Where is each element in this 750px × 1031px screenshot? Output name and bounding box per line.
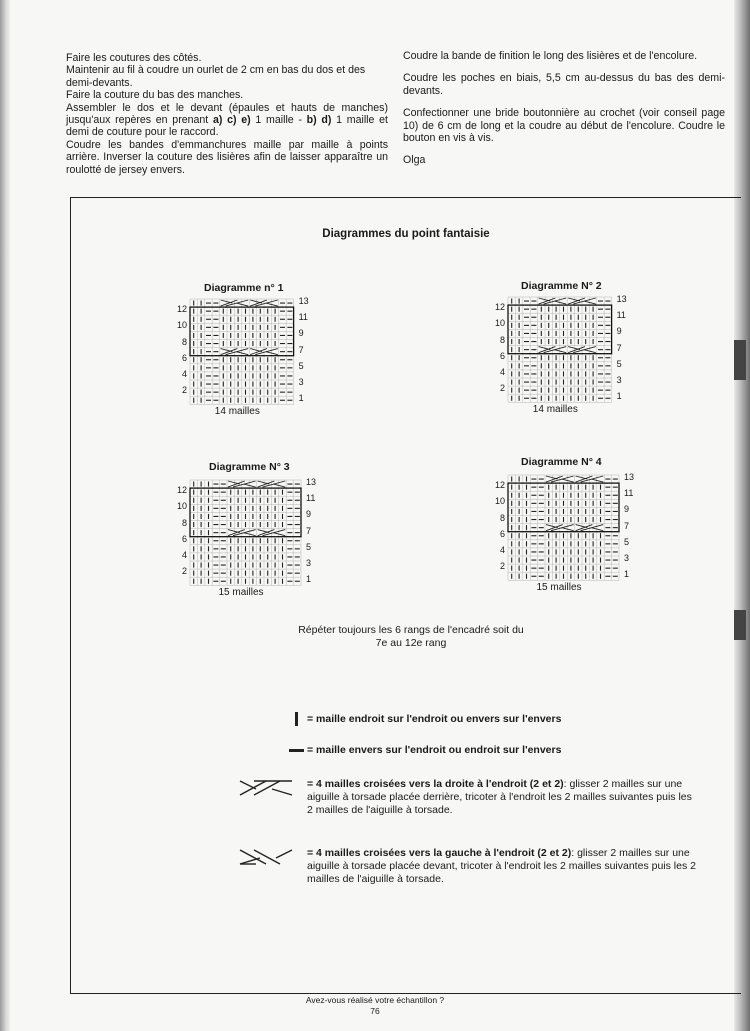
row-label: 5 (624, 536, 630, 547)
row-label: 13 (616, 294, 627, 304)
diagram-4-grid (507, 474, 620, 581)
section-title: Diagrammes du point fantaisie (322, 228, 490, 240)
diagram-frame (70, 197, 741, 994)
row-label: 1 (624, 569, 630, 580)
row-label: 8 (181, 517, 187, 528)
diagram-2-title: Diagramme N° 2 (521, 280, 602, 292)
row-label: 4 (499, 544, 505, 555)
footer-question: Avez-vous réalisé votre échantillon ? (305, 995, 445, 1005)
row-label: 1 (298, 393, 304, 404)
cross-left-icon (236, 846, 298, 868)
row-label: 6 (499, 528, 505, 539)
row-label: 4 (499, 366, 505, 377)
row-label: 4 (181, 368, 187, 379)
page-number: 76 (370, 1006, 380, 1016)
row-label: 8 (499, 512, 505, 523)
diagram-2-grid (507, 296, 613, 403)
row-label: 4 (181, 549, 187, 560)
paragraph: Maintenir au fil à coudre un ourlet de 2 cm en bas du dos et des demi-devants. (66, 64, 366, 89)
legend-knit: = maille endroit sur l'endroit ou envers sur l'envers (307, 713, 562, 725)
row-label: 10 (494, 318, 505, 329)
row-label: 2 (499, 383, 505, 394)
row-label: 6 (181, 533, 187, 544)
row-label: 8 (499, 334, 505, 345)
row-label: 3 (298, 377, 304, 387)
row-label: 5 (298, 360, 304, 371)
row-label: 9 (616, 326, 622, 337)
diagram-1-stitch-count: 14 mailles (214, 406, 260, 418)
diagram-4-stitch-count: 15 mailles (536, 582, 582, 594)
left-text-column (66, 52, 388, 176)
row-label: 12 (176, 304, 187, 315)
paragraph: Coudre la bande de finition le long des lisières et de l'encolure. (403, 50, 698, 62)
row-label: 2 (499, 561, 505, 572)
row-label: 1 (616, 391, 622, 402)
row-label: 11 (306, 493, 316, 504)
row-label: 13 (624, 472, 635, 482)
diagram-1-grid (189, 298, 295, 405)
row-label: 12 (494, 480, 505, 491)
paragraph: Coudre les poches en biais, 5,5 cm au-dessus du bas des demi-devants. (403, 72, 725, 97)
signature: Olga (403, 154, 426, 167)
row-label: 11 (616, 310, 626, 321)
legend-cross-right: = 4 mailles croisées vers la droite à l'endroit (2 et 2): glisser 2 mailles sur une aiguille à torsade placée derrière, tricoter à l'endroit les 2 mailles suivantes puis les 2 mailles de l'aiguille à torsade. (307, 778, 692, 816)
row-label: 10 (176, 320, 187, 331)
cross-right-icon (236, 777, 298, 799)
diagram-3-grid (189, 479, 302, 586)
diagram-3-stitch-count: 15 mailles (218, 587, 264, 599)
row-label: 5 (616, 358, 622, 369)
row-label: 13 (306, 477, 317, 487)
row-label: 9 (306, 509, 312, 520)
row-label: 7 (624, 520, 630, 531)
knit-stitch-icon (293, 711, 301, 727)
row-label: 12 (176, 485, 187, 496)
row-label: 7 (306, 525, 312, 536)
row-label: 7 (298, 344, 304, 355)
row-label: 10 (176, 501, 187, 512)
row-label: 3 (624, 553, 630, 563)
diagram-2-stitch-count: 14 mailles (532, 404, 578, 416)
row-label: 11 (298, 312, 308, 323)
right-text-column (403, 50, 725, 167)
row-label: 6 (181, 352, 187, 363)
row-label: 2 (181, 566, 187, 577)
row-label: 3 (306, 558, 312, 568)
row-label: 9 (298, 328, 304, 339)
row-label: 13 (298, 296, 309, 306)
row-label: 6 (499, 350, 505, 361)
row-label: 1 (306, 574, 312, 585)
diagram-4-title: Diagramme N° 4 (521, 456, 602, 468)
diagram-1-title: Diagramme n° 1 (204, 282, 284, 294)
diagram-3-title: Diagramme N° 3 (209, 461, 290, 473)
row-label: 7 (616, 342, 622, 353)
row-label: 12 (494, 302, 505, 313)
legend-purl: = maille envers sur l'endroit ou endroit sur l'envers (307, 744, 562, 756)
paragraph: Confectionner une bride boutonnière au crochet (voir conseil page 10) de 6 cm de long et la coudre au début de l'encolure. Coudre le bouton en vis à vis. (403, 107, 725, 145)
row-label: 9 (624, 504, 630, 515)
page-spine-shadow (0, 0, 10, 1031)
purl-stitch-icon (288, 746, 306, 754)
legend-cross-left: = 4 mailles croisées vers la gauche à l'endroit (2 et 2): glisser 2 mailles sur une aiguille à torsade placée devant, tricoter à l'endroit les 2 mailles suivantes puis les 2 mailles de l'aiguille à torsade. (307, 847, 696, 885)
paragraph: Assembler le dos et le devant (épaules et hauts de manches) jusqu'aux repères en prenant a) c) e) 1 maille - b) d) 1 maille et demi de couture pour le raccord. (66, 101, 388, 139)
paragraph: Faire les coutures des côtés. (66, 52, 202, 64)
repeat-note: Répéter toujours les 6 rangs de l'encadré soit du 7e au 12e rang (298, 624, 524, 649)
row-label: 11 (624, 488, 634, 499)
row-label: 3 (616, 375, 622, 385)
row-label: 5 (306, 541, 312, 552)
row-label: 10 (494, 496, 505, 507)
paragraph: Faire la couture du bas des manches. (66, 89, 244, 102)
paragraph: Coudre les bandes d'emmanchures maille par maille à points arrière. Inverser la couture des lisières afin de laisser apparaître un roulotté de jersey envers. (66, 138, 388, 176)
row-label: 8 (181, 336, 187, 347)
row-label: 2 (181, 385, 187, 396)
